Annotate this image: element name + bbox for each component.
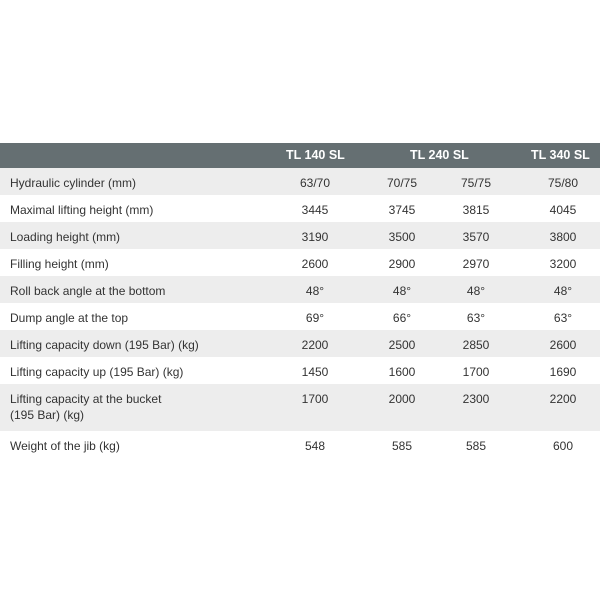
row-value: 2970 — [462, 257, 490, 271]
column-header-tl140: TL 140 SL — [286, 148, 345, 162]
row-value: 69° — [305, 311, 325, 325]
table-row — [0, 330, 600, 357]
row-value: 1600 — [388, 365, 416, 379]
row-value: 63/70 — [299, 176, 331, 190]
row-value: 63° — [553, 311, 573, 325]
row-value: 2200 — [549, 392, 577, 406]
row-value: 75/75 — [460, 176, 492, 190]
row-value: 1700 — [301, 392, 329, 406]
row-label: Loading height (mm) — [10, 230, 121, 244]
row-value: 63° — [466, 311, 486, 325]
table-row — [0, 357, 600, 384]
row-label-line: Lifting capacity at the bucket — [10, 392, 162, 406]
row-value: 548 — [304, 439, 326, 453]
table-row — [0, 431, 600, 458]
row-label: Lifting capacity up (195 Bar) (kg) — [10, 365, 184, 379]
column-header-tl340: TL 340 SL — [531, 148, 590, 162]
table-row — [0, 222, 600, 249]
row-label — [10, 391, 161, 423]
row-value: 3190 — [301, 230, 329, 244]
row-label: Maximal lifting height (mm) — [10, 203, 154, 217]
row-value: 66° — [392, 311, 412, 325]
table-row — [0, 195, 600, 222]
row-value: 1690 — [549, 365, 577, 379]
row-value: 2300 — [462, 392, 490, 406]
row-value: 48° — [392, 284, 412, 298]
table-row — [0, 303, 600, 330]
table-row — [0, 168, 600, 195]
row-label: Filling height (mm) — [10, 257, 109, 271]
row-value: 3200 — [549, 257, 577, 271]
row-value: 48° — [466, 284, 486, 298]
row-label: Dump angle at the top — [10, 311, 129, 325]
spec-table — [0, 143, 600, 458]
row-value: 1450 — [301, 365, 329, 379]
row-value: 2600 — [549, 338, 577, 352]
row-value: 3800 — [549, 230, 577, 244]
row-value: 3815 — [462, 203, 490, 217]
row-label: Lifting capacity down (195 Bar) (kg) — [10, 338, 199, 352]
row-value: 3500 — [388, 230, 416, 244]
row-value: 2900 — [388, 257, 416, 271]
row-value: 600 — [552, 439, 574, 453]
table-row — [0, 276, 600, 303]
row-value: 48° — [553, 284, 573, 298]
row-value: 3445 — [301, 203, 329, 217]
row-value: 2200 — [301, 338, 329, 352]
row-value: 3745 — [388, 203, 416, 217]
table-row — [0, 384, 600, 431]
row-value: 2000 — [388, 392, 416, 406]
row-value: 585 — [391, 439, 413, 453]
row-value: 1700 — [462, 365, 490, 379]
table-header — [0, 143, 600, 168]
row-label-line: (195 Bar) (kg) — [10, 408, 85, 422]
row-label: Hydraulic cylinder (mm) — [10, 176, 137, 190]
row-value: 2500 — [388, 338, 416, 352]
row-value: 585 — [465, 439, 487, 453]
row-label: Roll back angle at the bottom — [10, 284, 166, 298]
row-value: 2600 — [301, 257, 329, 271]
row-value: 2850 — [462, 338, 490, 352]
row-value: 4045 — [549, 203, 577, 217]
row-label: Weight of the jib (kg) — [10, 439, 120, 453]
column-header-tl240: TL 240 SL — [410, 148, 469, 162]
row-value: 75/80 — [547, 176, 579, 190]
row-value: 3570 — [462, 230, 490, 244]
row-value: 70/75 — [386, 176, 418, 190]
row-value: 48° — [305, 284, 325, 298]
table-row — [0, 249, 600, 276]
